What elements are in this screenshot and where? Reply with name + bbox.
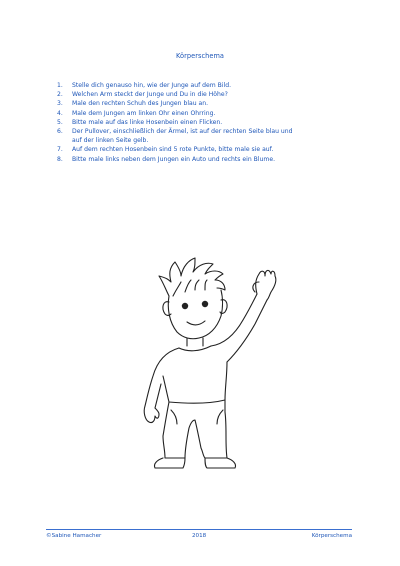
task-number: 4. [57,109,63,117]
boy-left-hand [144,406,159,423]
task-text: Welchen Arm steckt der Junge und Du in die Höhe? [72,91,228,99]
boy-collar [179,346,211,351]
boy-pocket-right [217,410,223,424]
list-item [57,99,357,108]
task-list [57,81,357,164]
boy-right-ear [220,300,227,314]
footer-divider [46,529,352,530]
list-item [57,90,357,99]
page-title: Körperschema [175,52,225,60]
task-text: Bitte male auf das linke Hosenbein einen Flicken. [72,118,223,126]
footer-author: ©Sabine Hamacher [46,533,102,539]
task-text: Stelle dich genauso hin, wie der Junge auf dem Bild. [72,82,232,89]
boy-raised-hand [256,270,276,300]
task-text: Male dem Jungen am linken Ohr einen Ohrring. [72,109,216,117]
boy-face [168,290,222,339]
task-text: Male den rechten Schuh des Jungen blau an. [72,100,209,108]
task-number: 2. [57,91,63,99]
list-item [57,127,357,145]
list-item [57,118,357,127]
task-number: 3. [57,100,63,108]
task-text: Auf dem rechten Hosenbein sind 5 rote Punkte, bitte male sie auf. [72,146,274,154]
task-number: 1. [57,82,63,89]
task-text-continued: auf der linken Seite gelb. [72,137,149,145]
footer-year: 2018 [192,533,207,539]
list-item [57,81,357,90]
boy-right-eye [202,301,208,307]
boy-trousers [163,400,227,458]
boy-left-shoe [154,458,185,468]
task-number: 7. [57,146,63,154]
boy-hair-fringe [173,280,207,296]
list-item [57,155,357,164]
boy-right-shoe [205,458,236,468]
footer-topic: Körperschema [311,533,352,539]
boy-drawing [125,252,295,477]
boy-left-eye [182,303,188,309]
boy-left-ear [163,302,171,316]
list-item [57,109,357,118]
boy-pocket-left [171,410,177,424]
boy-raised-arm [211,294,267,362]
task-number: 8. [57,155,63,163]
boy-sweater [163,362,227,403]
task-text: Bitte male links neben dem Jungen ein Auto und rechts ein Blume. [72,155,276,163]
task-number: 5. [57,118,63,126]
task-text: Der Pullover, einschließlich der Ärmel, ist auf der rechten Seite blau und [72,128,293,136]
boy-left-arm [145,348,179,408]
boy-mouth [187,321,205,325]
boy-hair [159,258,225,296]
list-item [57,145,357,154]
task-number: 6. [57,128,63,136]
